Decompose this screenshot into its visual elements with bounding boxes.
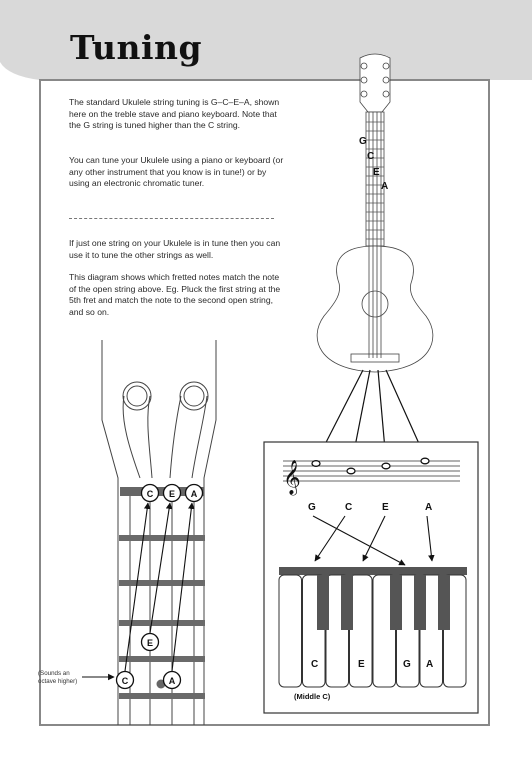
page-title: Tuning: [70, 28, 203, 67]
keyboard-rail: [279, 567, 467, 575]
intro-paragraph: The standard Ukulele string tuning is G–C–E–A, shown here on the treble stave and piano keyboard. Note that the G string is tuned higher than the C string.: [69, 97, 280, 131]
uke-label-c: C: [367, 151, 375, 162]
fretboard-closeup: [102, 340, 216, 725]
treble-clef-icon: 𝄞: [283, 460, 301, 495]
black-key: [390, 575, 402, 630]
relative-tuning-paragraph: If just one string on your Ukulele is in tune then you can use it to tune the other strings as well.: [69, 238, 281, 260]
key-label-g: G: [403, 659, 411, 670]
ukulele-illustration: [317, 54, 433, 372]
uke-label-e: E: [373, 167, 380, 178]
fretboard-fret: [119, 535, 205, 541]
fretted-label-c: C: [121, 676, 129, 686]
section-divider: [69, 218, 274, 219]
white-key: [279, 575, 302, 687]
uke-label-a: A: [381, 181, 389, 192]
black-key: [438, 575, 450, 630]
stave-note-e: E: [382, 502, 389, 513]
fretted-label-a: A: [168, 676, 176, 686]
fretted-label-e: E: [146, 638, 154, 648]
stave-note-a: A: [425, 502, 433, 513]
stave-note-c: C: [345, 502, 353, 513]
fretboard-fret: [119, 580, 205, 586]
middle-c-label: (Middle C): [294, 692, 331, 701]
fretboard-arrows: [82, 503, 192, 677]
fretboard-fret: [119, 656, 205, 662]
diagram-explanation-paragraph: This diagram shows which fretted notes match the note of the open string above. Eg. Pluck the first string at the 5th fret and match the note to the second open string, and so on.: [69, 272, 281, 317]
stave-note-g: G: [308, 502, 316, 513]
open-label-e: E: [168, 489, 176, 499]
key-label-a: A: [426, 659, 434, 670]
key-label-e: E: [358, 659, 365, 670]
octave-note: (Sounds an octave higher): [38, 670, 78, 685]
black-key: [317, 575, 329, 630]
black-key: [341, 575, 353, 630]
open-label-a: A: [190, 489, 198, 499]
keyboard-white-keys: [279, 575, 466, 687]
uke-label-g: G: [359, 136, 367, 147]
tuning-methods-paragraph: You can tune your Ukulele using a piano or keyboard (or any other instrument that you know is in tune!) or by using an electronic chromatic tuner.: [69, 155, 284, 189]
key-label-c: C: [311, 659, 319, 670]
black-key: [414, 575, 426, 630]
open-label-c: C: [146, 489, 154, 499]
fretboard-fret: [119, 693, 205, 699]
